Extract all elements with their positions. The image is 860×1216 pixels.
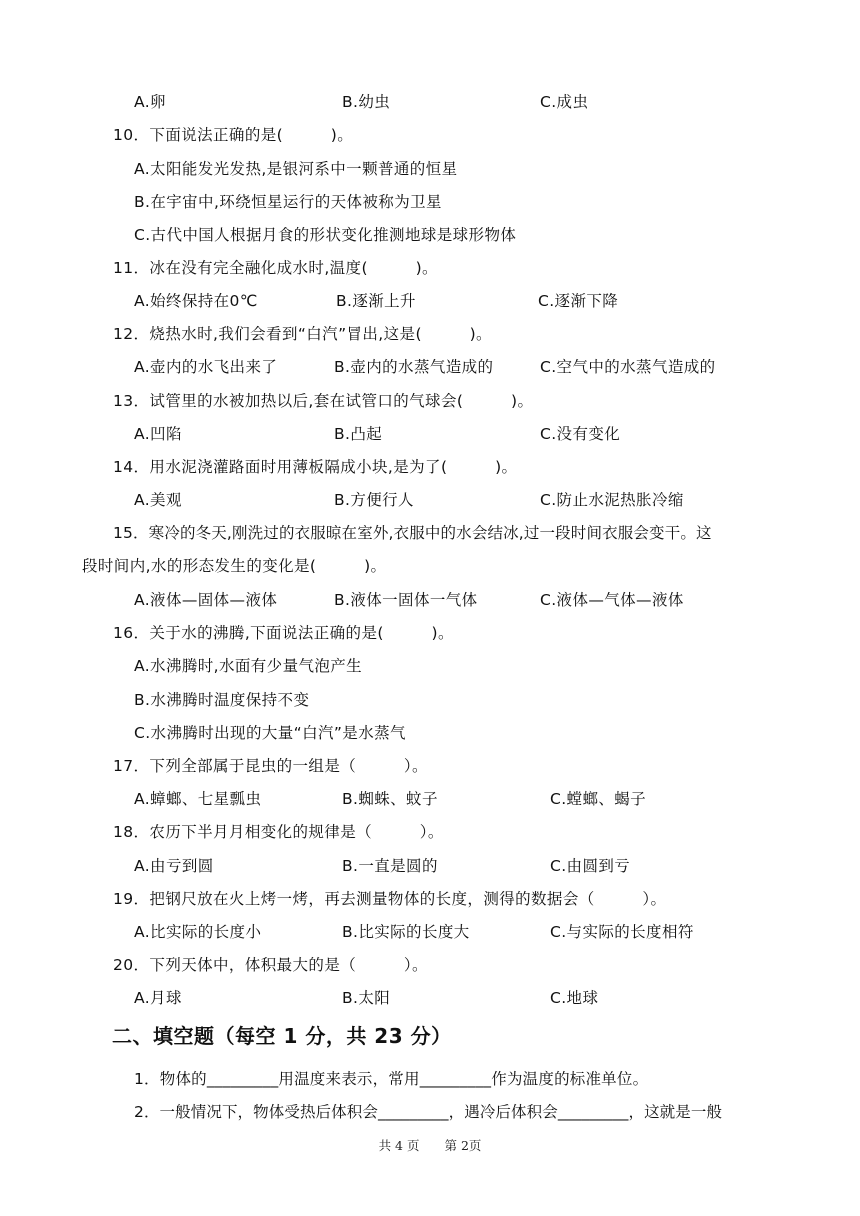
q14-option-a: A.美观: [134, 491, 182, 509]
q18-option-c: C.由圆到亏: [550, 857, 631, 875]
q15-option-c: C.液体—气体—液体: [540, 591, 684, 609]
q19-option-a: A.比实际的长度小: [134, 923, 262, 941]
q12-option-c: C.空气中的水蒸气造成的: [540, 358, 716, 376]
q11-option-b: B.逐渐上升: [336, 292, 416, 310]
q15-option-a: A.液体—固体—液体: [134, 591, 278, 609]
q19-option-b: B.比实际的长度大: [342, 923, 470, 941]
q14-option-b: B.方便行人: [334, 491, 414, 509]
q11-stem: 11．冰在没有完全融化成水时,温度( )。: [113, 259, 438, 277]
page-footer: 共 4 页 第 2页: [378, 1138, 482, 1153]
q20-stem: 20．下列天体中，体积最大的是（ ）。: [113, 956, 428, 974]
q16-option-a: A.水沸腾时,水面有少量气泡产生: [134, 657, 363, 675]
q9-option-a: A.卵: [134, 93, 166, 111]
q13-stem: 13．试管里的水被加热以后,套在试管口的气球会( )。: [113, 392, 534, 410]
q15-stem: 15．寒冷的冬天,刚洗过的衣服晾在室外,衣服中的水会结冰,过一段时间衣服会变干。这: [113, 524, 712, 542]
q18-option-a: A.由亏到圆: [134, 857, 214, 875]
q20-option-a: A.月球: [134, 989, 182, 1007]
q12-option-a: A.壶内的水飞出来了: [134, 358, 278, 376]
q12-stem: 12．烧热水时,我们会看到“白汽”冒出,这是( )。: [113, 325, 492, 343]
q10-option-b: B.在宇宙中,环绕恒星运行的天体被称为卫星: [134, 193, 442, 211]
q17-option-a: A.蟑螂、七星瓢虫: [134, 790, 262, 808]
q17-option-c: C.螳螂、蝎子: [550, 790, 647, 808]
q18-stem: 18．农历下半月月相变化的规律是（ ）。: [113, 823, 444, 841]
q13-option-b: B.凸起: [334, 425, 383, 443]
q15-option-b: B.液体一固体一气体: [334, 591, 478, 609]
q19-option-c: C.与实际的长度相符: [550, 923, 694, 941]
q10-option-c: C.古代中国人根据月食的形状变化推测地球是球形物体: [134, 226, 517, 244]
q14-option-c: C.防止水泥热胀冷缩: [540, 491, 684, 509]
q15-stem-continued: 段时间内,水的形态发生的变化是( )。: [82, 557, 387, 575]
fill-question-1: 1．物体的_________用温度来表示，常用_________作为温度的标准单位。: [134, 1070, 649, 1088]
q16-stem: 16．关于水的沸腾,下面说法正确的是( )。: [113, 624, 454, 642]
q9-option-b: B.幼虫: [342, 93, 391, 111]
fill-question-2: 2．一般情况下，物体受热后体积会_________，遇冷后体积会_________，这就是一般: [134, 1103, 723, 1121]
q17-stem: 17．下列全部属于昆虫的一组是（ ）。: [113, 757, 428, 775]
q13-option-a: A.凹陷: [134, 425, 182, 443]
section-2-title: 二、填空题（每空 1 分，共 23 分）: [112, 1024, 452, 1048]
q10-stem: 10．下面说法正确的是( )。: [113, 126, 354, 144]
q16-option-c: C.水沸腾时出现的大量“白汽”是水蒸气: [134, 724, 406, 742]
q19-stem: 19．把钢尺放在火上烤一烤，再去测量物体的长度，测得的数据会（ ）。: [113, 890, 667, 908]
q18-option-b: B.一直是圆的: [342, 857, 438, 875]
q14-stem: 14．用水泥浇灌路面时用薄板隔成小块,是为了( )。: [113, 458, 518, 476]
q17-option-b: B.蜘蛛、蚊子: [342, 790, 438, 808]
q11-option-a: A.始终保持在0℃: [134, 292, 258, 310]
q11-option-c: C.逐渐下降: [538, 292, 619, 310]
q12-option-b: B.壶内的水蒸气造成的: [334, 358, 494, 376]
q10-option-a: A.太阳能发光发热,是银河系中一颗普通的恒星: [134, 160, 458, 178]
q20-option-c: C.地球: [550, 989, 599, 1007]
q20-option-b: B.太阳: [342, 989, 391, 1007]
q9-option-c: C.成虫: [540, 93, 589, 111]
q16-option-b: B.水沸腾时温度保持不变: [134, 691, 310, 709]
q13-option-c: C.没有变化: [540, 425, 621, 443]
